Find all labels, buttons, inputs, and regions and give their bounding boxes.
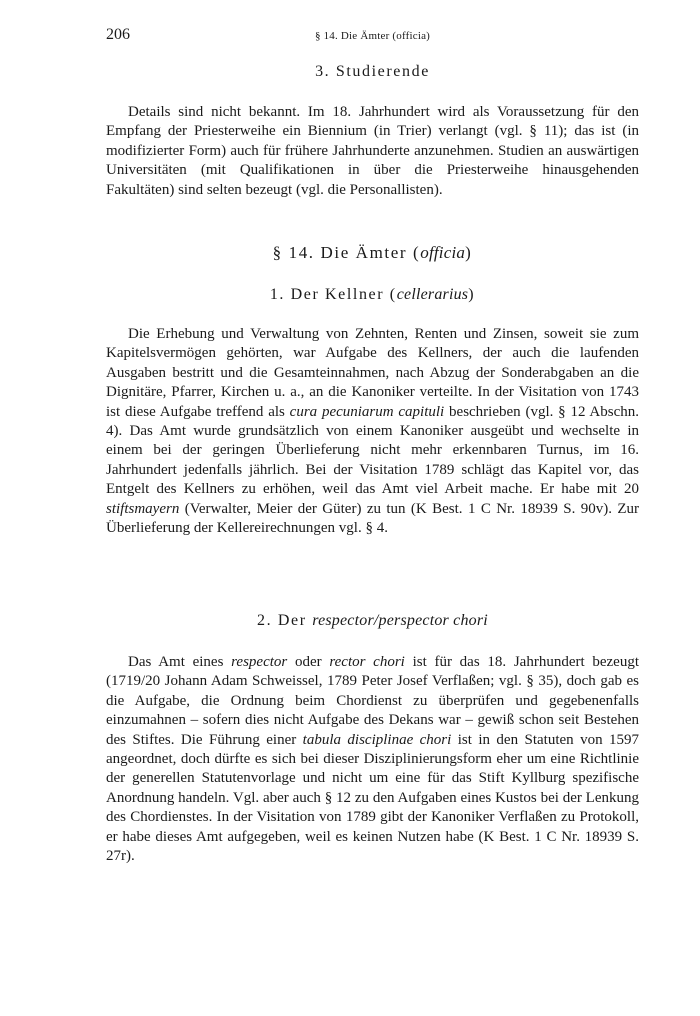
paragraph-studierende	[106, 103, 639, 200]
text-run: ist für das 18. Jahrhundert bezeugt (1719/20 Johann Adam Schweissel, 1789 Peter Josef Verflaßen; vgl. § 35), doch gab es die Aufgabe, die Ordnung beim Chordienst zu überprüfen und gegebenenfalls einzumahnen – sofern dies nicht Aufgabe des Dekans war – gewiß schon seit Bestehen des Stiftes. Die Führung einer	[106, 654, 640, 748]
chapter-heading: § 14. Die Ämter (officia)	[272, 243, 473, 262]
section-heading-respector	[106, 612, 639, 630]
section-heading-text: 2. Der	[257, 612, 307, 629]
paragraph-kellner	[106, 325, 639, 538]
italic-term: stiftsmayern	[106, 500, 180, 517]
text-run: Das Amt eines	[128, 654, 224, 670]
section-heading-studierende: 3. Studierende	[315, 63, 430, 80]
italic-term: tabula disciplinae chori	[302, 731, 452, 748]
chapter-heading-text: § 14. Die Ämter	[272, 243, 408, 262]
section-heading-text: 1. Der Kellner	[269, 286, 385, 303]
paragraph-text	[106, 325, 639, 538]
text-run: Die Erhebung und Verwaltung von Zehnten, Renten und Zinsen, soweit sie zum Kapitelsvermögen gehörten, war Aufgabe des Kellners, der auch die laufenden Ausgaben bestritt und die Gesamteinnahmen, nach Abzug der Sonderabgaben an die Dignitäre, Pfarrer, Kirchen u. a., an die Kanoniker verteilte. In der Visitation von 1743 ist diese Aufgabe treffend als	[106, 326, 639, 420]
chapter-heading-italic: officia	[420, 243, 466, 262]
italic-term: rector chori	[329, 654, 405, 670]
italic-term: respector	[231, 654, 288, 670]
paragraph-text: Details sind nicht bekannt. Im 18. Jahrhundert wird als Voraussetzung für den Empfang der Priesterweihe ein Biennium (in Trier) verlangt (vgl. § 11); das ist (in modifizierter Form) auch für frühere Jahrhunderte anzunehmen. Studien an auswärtigen Universitäten (mit Qualifikationen in über die Priesterweihe hinausgehenden Fakultäten) sind selten bezeugt (vgl. die Personallisten).	[106, 104, 639, 198]
section-heading-italic: respector/perspector chori	[312, 612, 488, 629]
paragraph-respector	[106, 653, 639, 866]
text-run: oder	[294, 654, 322, 670]
text-run: (Verwalter, Meier der Güter) zu tun (K Best. 1 C Nr. 18939 S. 90v). Zur Überlieferung der Kellereirechnungen vgl. § 4.	[106, 500, 639, 537]
text-run: ist in den Statuten von 1597 angeordnet, doch dürfte es sich bei dieser Disziplinierungsform eher um eine Richtlinie der generellen Statutenvorlage und nicht um eine für das Stift Kyllburg spezifische Anordnung handeln. Vgl. aber auch § 12 zu den Aufgaben eines Kustos bei der Lenkung des Chordienstes. In der Visitation von 1789 gibt der Kanoniker Verflaßen zu Protokoll, er habe dieses Amt aufgegeben, weil es keinen Nutzen habe (K Best. 1 C Nr. 18939 S. 27r).	[106, 731, 639, 865]
text-run: beschrieben (vgl. § 12 Abschn. 4). Das Amt wurde grundsätzlich von einem Kanoniker ausgeübt und wechselte in einem bei der geringen Überlieferung nicht mehr erkennbaren Turnus, im 16. Jahrhundert jedenfalls jährlich. Bei der Visitation 1789 schlägt das Kapitel vor, das Entgelt des Kellners zu erhöhen, weil das Amt viel Arbeit mache. Er habe mit 20	[106, 403, 640, 498]
running-title: § 14. Die Ämter (officia)	[314, 30, 431, 42]
running-head	[106, 26, 639, 46]
section-heading-kellner: 1. Der Kellner (cellerarius)	[269, 286, 476, 303]
italic-term: cura pecuniarum capituli	[289, 403, 445, 420]
paragraph-text	[106, 653, 639, 866]
section-heading-italic: cellerarius	[396, 286, 469, 303]
page-number: 206	[106, 26, 130, 43]
